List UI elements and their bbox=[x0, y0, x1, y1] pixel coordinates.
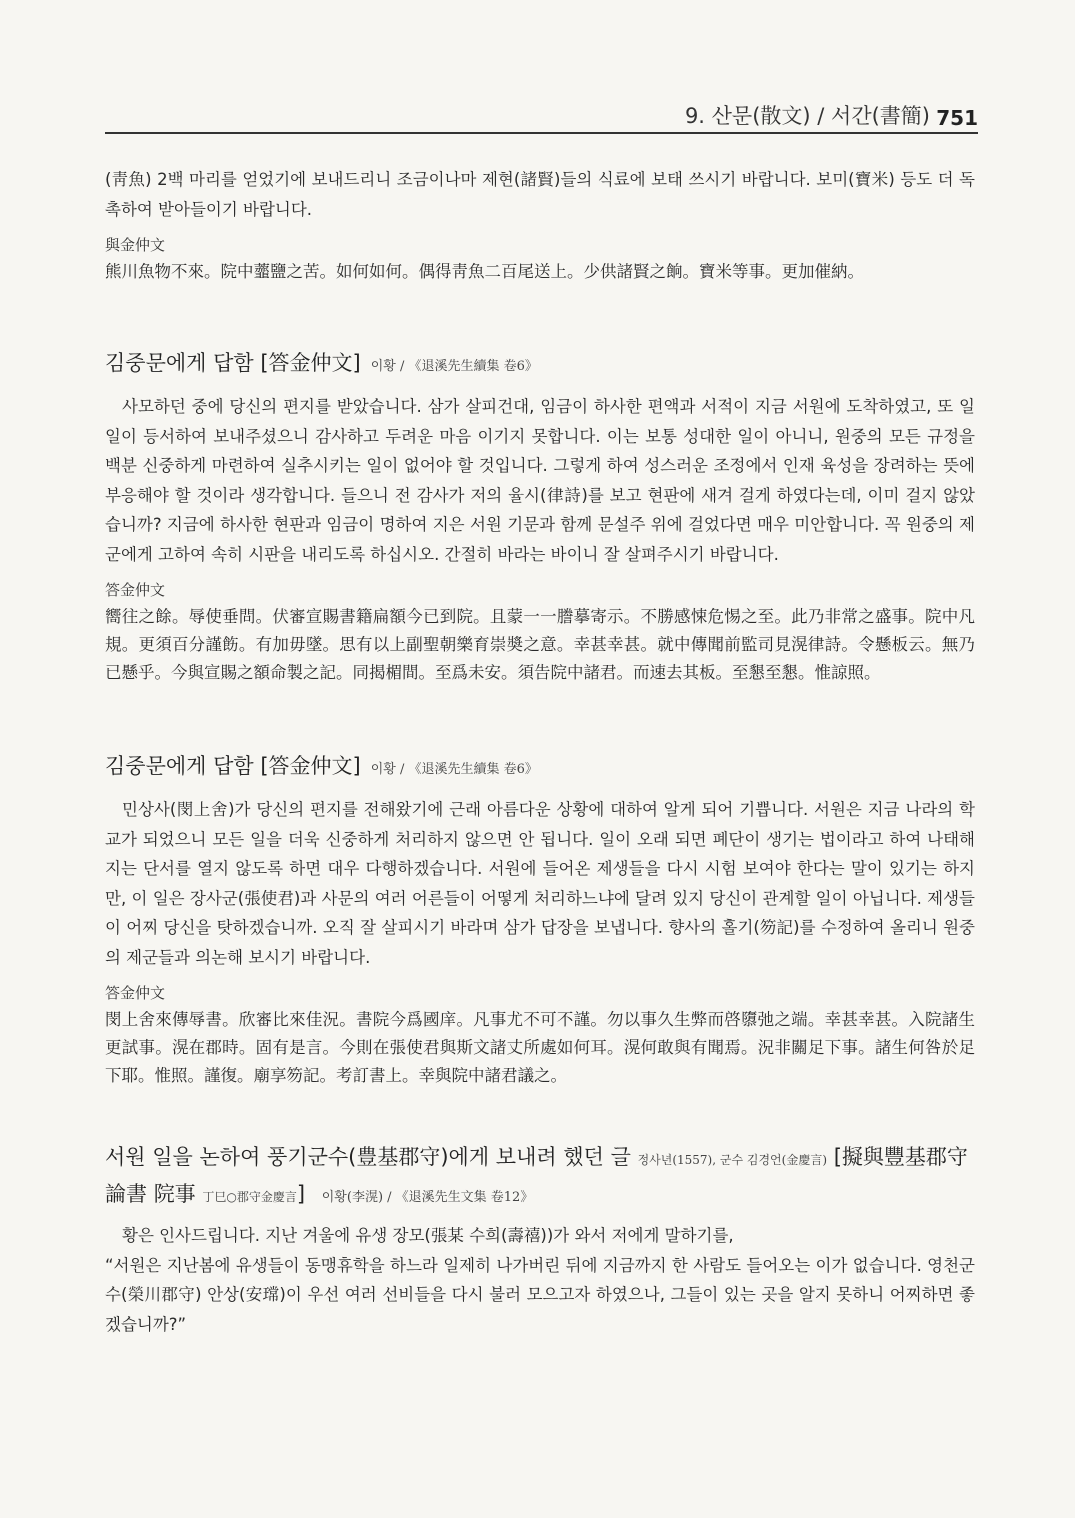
original-title: 答金仲文 bbox=[105, 984, 166, 1002]
letter-title-note: 정사년(1557), 군수 김경언(金慶言) bbox=[637, 1153, 828, 1167]
page-body bbox=[105, 165, 975, 1339]
original-title: 答金仲文 bbox=[105, 581, 166, 599]
translation-paragraph: 민상사(閔上舍)가 당신의 편지를 전해왔기에 근래 아름다운 상황에 대하여 알게 되어 기쁩니다. 서원은 지금 나라의 학교가 되었으니 모든 일을 더욱 신중하게 처리하지 않으면 안 됩니다. 일이 오래 되면 폐단이 생기는 법이라고 하여 나태해지는 단서를 열지 않도록 하면 대우 다행하겠습니다. 서원에 들어온 제생들을 다시 시험 보여야 한다는 말이 있기는 하지만, 이 일은 장사군(張使君)과 사문의 여러 어른들이 어떻게 처리하느냐에 달려 있지 당신이 관계할 일이 아닙니다. 제생들이 어찌 당신을 탓하겠습니까. 오직 잘 살피시기 바라며 삼가 답장을 보냅니다. 향사의 홀기(笏記)를 수정하여 올리니 원중의 제군들과 의논해 보시기 바랍니다. bbox=[105, 800, 975, 967]
original-text: 嚮往之餘。辱使垂問。伏審宣賜書籍扁額今已到院。且蒙一一謄摹寄示。不勝感悚危惕之至。此乃非常之盛事。院中凡規。更須百分謹飭。有加毋墜。思有以上副聖朝樂育崇奬之意。幸甚幸甚。就中傳聞前監司見滉律詩。令懸板云。無乃已懸乎。今與宣賜之額命製之記。同揭楣間。至爲未安。須告院中諸君。而速去其板。至懇至懇。惟諒照。 bbox=[105, 607, 975, 682]
letter-title-hanja-note: 丁巳○郡守金慶言 bbox=[202, 1190, 297, 1204]
page-number: 751 bbox=[936, 106, 978, 130]
letter-heading bbox=[105, 1140, 975, 1215]
letter-title: 서원 일을 논하여 풍기군수(豊基郡守)에게 보내려 했던 글 bbox=[105, 1145, 631, 1169]
original-text: 閔上舍來傳辱書。欣審比來佳況。書院今爲國庠。凡事尤不可不謹。勿以事久生弊而啓隳弛之端。幸甚幸甚。入院諸生更試事。滉在郡時。固有是言。今則在張使君與斯文諸丈所處如何耳。滉何敢與有聞焉。況非關足下事。諸生何咎於足下耶。惟照。謹復。廟享笏記。考訂書上。幸與院中諸君議之。 bbox=[105, 1010, 975, 1085]
letter-title: 김중문에게 답함 [答金仲文] bbox=[105, 754, 361, 778]
letter-title-hanja-cont: 院事 bbox=[153, 1182, 196, 1206]
letter-meta: 이황 / 《退溪先生續集 卷6》 bbox=[370, 359, 538, 374]
letter-heading bbox=[105, 346, 975, 384]
letter-meta: 이황(李滉) / 《退溪先生文集 卷12》 bbox=[321, 1190, 534, 1205]
running-header-title: 9. 산문(散文) / 서간(書簡) bbox=[684, 104, 930, 128]
letter-title: 김중문에게 답함 [答金仲文] bbox=[105, 351, 361, 375]
translation-paragraph: 황은 인사드립니다. 지난 겨울에 유생 장모(張某 수희(壽禧))가 와서 저에게 말하기를, bbox=[122, 1226, 734, 1245]
translation-paragraph: 사모하던 중에 당신의 편지를 받았습니다. 삼가 살피건대, 임금이 하사한 편액과 서적이 지금 서원에 도착하였고, 또 일일이 등서하여 보내주셨으니 감사하고 두려운 마음 이기지 못합니다. 이는 보통 성대한 일이 아니니, 원중의 모든 규정을 백분 신중하게 마련하여 실추시키는 일이 없어야 할 것입니다. 그렇게 하여 성스러운 조정에서 인재 육성을 장려하는 뜻에 부응해야 할 것이라 생각합니다. 들으니 전 감사가 저의 율시(律詩)를 보고 현판에 새겨 걸게 하였다는데, 이미 걸지 않았습니까? 지금에 하사한 현판과 임금이 명하여 지은 서원 기문과 함께 문설주 위에 걸었다면 매우 미안합니다. 꼭 원중의 제군에게 고하여 속히 시판을 내리도록 하십시오. 간절히 바라는 바이니 잘 살펴주시기 바랍니다. bbox=[105, 397, 975, 564]
page-header bbox=[105, 104, 978, 134]
original-text: 熊川魚物不來。院中虀鹽之苦。如何如何。偶得靑魚二百尾送上。少供諸賢之餉。寶米等事。更加催納。 bbox=[105, 262, 864, 281]
translation-paragraph: (靑魚) 2백 마리를 얻었기에 보내드리니 조금이나마 제현(諸賢)들의 식료에 보태 쓰시기 바랍니다. 보미(寶米) 등도 더 독촉하여 받아들이기 바랍니다. bbox=[105, 170, 975, 219]
letter-title-hanja: [擬與豐基郡守論書 bbox=[105, 1145, 968, 1206]
quoted-speech: “서원은 지난봄에 유생들이 동맹휴학을 하느라 일제히 나가버린 뒤에 지금까지 한 사람도 들어오는 이가 없습니다. 영천군수(榮川郡守) 안상(安瑺)이 우선 여러 선비들을 다시 불러 모으고자 하였으나, 그들이 있는 곳을 알지 못하니 어찌하면 좋겠습니까?” bbox=[105, 1255, 975, 1334]
letter-meta: 이황 / 《退溪先生續集 卷6》 bbox=[370, 762, 538, 777]
letter-heading bbox=[105, 749, 975, 787]
original-title: 與金仲文 bbox=[105, 236, 166, 254]
letter-title-close: ] bbox=[296, 1182, 306, 1206]
